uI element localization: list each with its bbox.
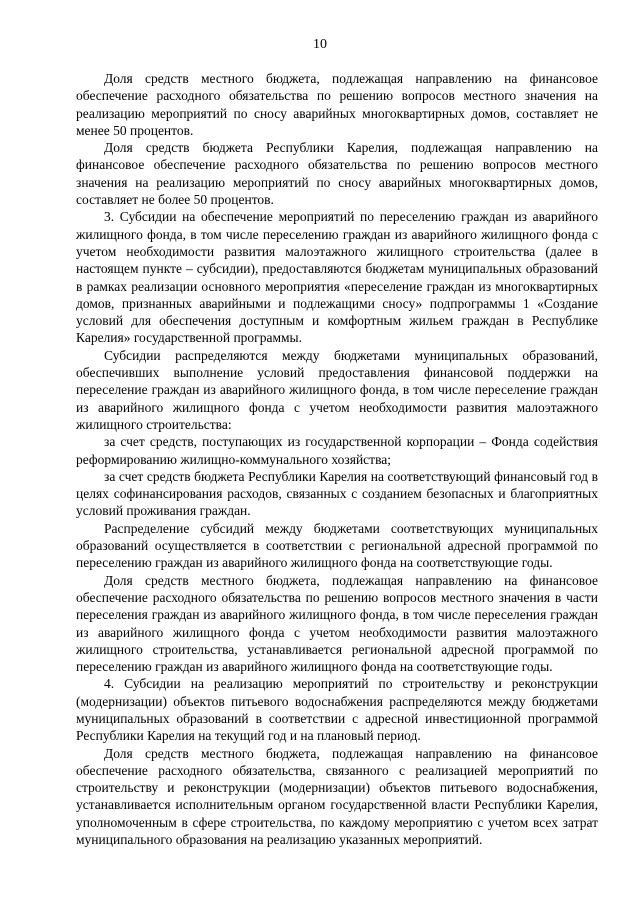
paragraph-local-budget-resettlement: Доля средств местного бюджета, подлежащая направлению на финансовое обеспечение расходного обязательства по решению вопросов местного значения в части переселения граждан из аварийного жилищного фонда, в том числе переселения граждан из аварийного жилищного фонда с учетом необходимости развития малоэтажного жилищного строительства, устанавливается региональной адресной программой по переселению граждан из аварийного жилищного фонда на соответствующие годы.: [76, 572, 598, 675]
page-number: 10: [313, 37, 327, 52]
paragraph-resettlement-subsidies: 3. Субсидии на обеспечение мероприятий по переселению граждан из аварийного жилищного фонда, в том числе переселению граждан из аварийного жилищного фонда с учетом необходимости развития малоэтажного жилищного строительства (далее в настоящем пункте – субсидии), предоставляются бюджетам муниципальных образований в рамках реализации основного мероприятия «переселение граждан из многоквартирных домов, признанных аварийными и подлежащими сносу» подпрограммы 1 «Создание условий для обеспечения доступным и комфортным жильем граждан в Республике Карелия» государственной программы.: [76, 209, 598, 346]
paragraph-republic-budget-source: за счет средств бюджета Республики Карелия на соответствующий финансовый год в целях софинансирования расходов, связанных с созданием безопасных и благоприятных условий проживания граждан.: [76, 468, 598, 519]
paragraph-water-supply-subsidies: 4. Субсидии на реализацию мероприятий по строительству и реконструкции (модернизации) объектов питьевого водоснабжения распределяются между бюджетами муниципальных образований в соответствии с адресной инвестиционной программой Республики Карелия на текущий год и на плановый период.: [76, 676, 598, 744]
paragraph-subsidy-distribution: Субсидии распределяются между бюджетами муниципальных образований, обеспечивших выполнение условий предоставления финансовой поддержки на переселение граждан из аварийного жилищного фонда, в том числе переселение граждан из аварийного жилищного фонда с учетом необходимости развития малоэтажного жилищного строительства:: [76, 347, 598, 432]
paragraph-local-budget-water-supply: Доля средств местного бюджета, подлежащая направлению на финансовое обеспечение расходного обязательства, связанного с реализацией мероприятий по строительству и реконструкции (модернизации) объектов питьевого водоснабжения, устанавливается исполнительным органом государственной власти Республики Карелия, уполномоченным в сфере строительства, по каждому мероприятию с учетом всех затрат муниципального образования на реализацию указанных мероприятий.: [76, 745, 598, 848]
paragraph-republic-budget-demolition: Доля средств бюджета Республики Карелия, подлежащая направлению на финансовое обеспечение расходного обязательства по решению вопросов местного значения на реализацию мероприятий по сносу аварийных многоквартирных домов, составляет не более 50 процентов.: [76, 140, 598, 208]
document-body: [76, 70, 598, 848]
paragraph-distribution-program: Распределение субсидий между бюджетами соответствующих муниципальных образований осуществляется в соответствии с региональной адресной программой по переселению граждан из аварийного жилищного фонда на соответствующие годы.: [76, 520, 598, 571]
paragraph-local-budget-demolition: Доля средств местного бюджета, подлежащая направлению на финансовое обеспечение расходного обязательства по решению вопросов местного значения на реализацию мероприятий по сносу аварийных многоквартирных домов, составляет не менее 50 процентов.: [76, 71, 598, 138]
paragraph-fund-source: за счет средств, поступающих из государственной корпорации – Фонда содействия реформированию жилищно-коммунального хозяйства;: [76, 434, 598, 467]
